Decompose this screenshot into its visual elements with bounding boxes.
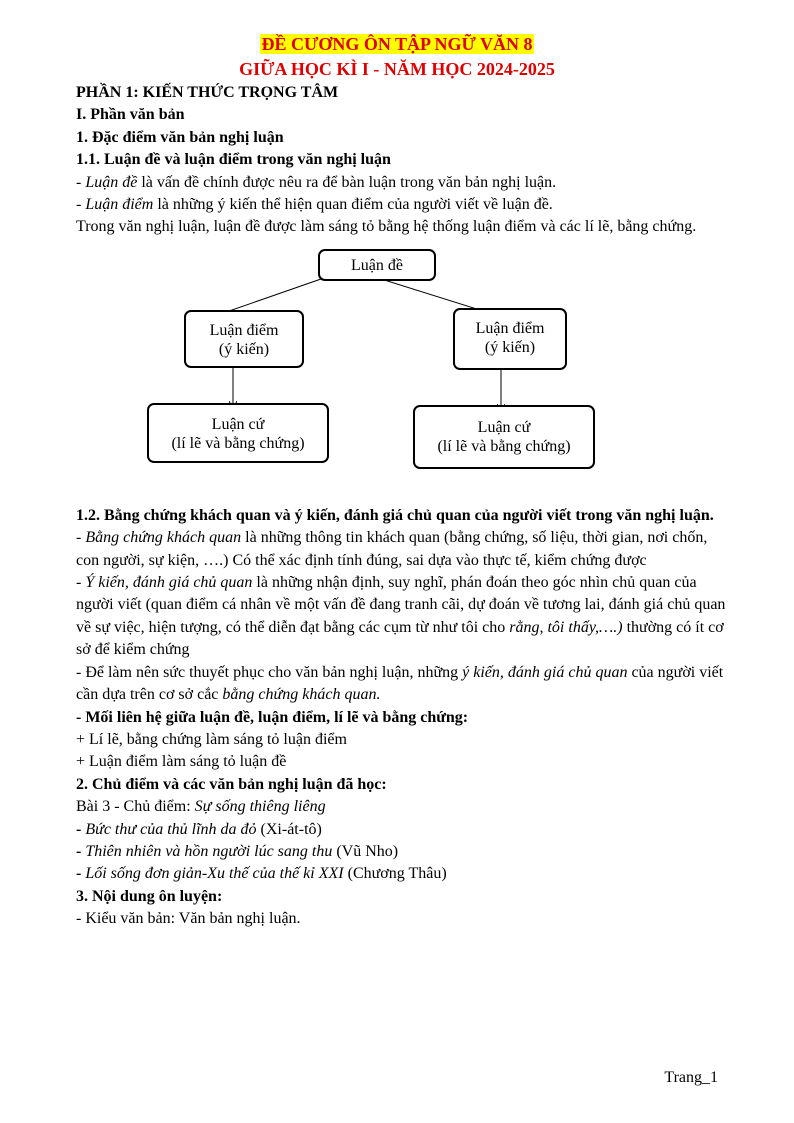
paragraph: - Luận điểm là những ý kiến thể hiện quan điểm của người viết về luận đề. bbox=[76, 196, 553, 214]
document-title: ĐỀ CƯƠNG ÔN TẬP NGỮ VĂN 8 bbox=[261, 34, 533, 54]
diagram-node-thesis: Luận đề bbox=[318, 249, 436, 281]
subsection-heading: 1.2. Bằng chứng khách quan và ý kiến, đánh giá chủ quan của người viết trong văn nghị luận. bbox=[76, 506, 714, 524]
document-subtitle: GIỮA HỌC KÌ I - NĂM HỌC 2024-2025 bbox=[239, 59, 555, 79]
document-body bbox=[76, 82, 726, 931]
paragraph: Trong văn nghị luận, luận đề được làm sáng tỏ bằng hệ thống luận điểm và các lí lẽ, bằng chứng. bbox=[76, 218, 697, 236]
lesson-line: Bài 3 - Chủ điểm: Sự sống thiêng liêng bbox=[76, 798, 326, 816]
diagram-node-evidence-right: Luận cứ (lí lẽ và bằng chứng) bbox=[413, 405, 595, 469]
subsection-heading: 1.1. Luận đề và luận điểm trong văn nghị luận bbox=[76, 151, 391, 169]
subsection-heading: 3. Nội dung ôn luyện: bbox=[76, 887, 223, 905]
section-heading: I. Phần văn bản bbox=[76, 106, 185, 124]
page-number: Trang_1 bbox=[664, 1069, 718, 1086]
diagram-node-point-right: Luận điểm (ý kiến) bbox=[453, 308, 567, 370]
paragraph: - Bằng chứng khách quan là những thông tin khách quan (bằng chứng, số liệu, thời gian, nơi chốn, con người, sự kiện, ….) Có thể xác định tính đúng, sai dựa vào thực tế, kiểm chứng được bbox=[76, 529, 708, 569]
subsection-heading: 1. Đặc điểm văn bản nghị luận bbox=[76, 128, 284, 146]
diagram-node-evidence-left: Luận cứ (lí lẽ và bằng chứng) bbox=[147, 403, 329, 463]
paragraph: - Kiểu văn bản: Văn bản nghị luận. bbox=[76, 910, 301, 928]
argument-diagram bbox=[76, 257, 726, 497]
paragraph: - Ý kiến, đánh giá chủ quan là những nhận định, suy nghĩ, phán đoán theo góc nhìn chủ quan của người viết (quan điểm cá nhân về một vấn đề đang tranh cãi, dự đoán về tương lai, đánh giá chủ quan về sự việc, hiện tượng, có thể diễn đạt bằng các cụm từ như tôi cho rằng, tôi thấy,….) thường có ít cơ sở để kiểm chứng bbox=[76, 574, 726, 659]
list-item: - Bức thư của thủ lĩnh da đỏ (Xi-át-tô) bbox=[76, 820, 322, 838]
part-heading: PHẦN 1: KIẾN THỨC TRỌNG TÂM bbox=[76, 84, 339, 101]
list-item: + Lí lẽ, bằng chứng làm sáng tỏ luận điểm bbox=[76, 730, 347, 748]
relation-heading: - Mối liên hệ giữa luận đề, luận điểm, lí lẽ và bằng chứng: bbox=[76, 708, 469, 726]
subsection-heading: 2. Chủ điểm và các văn bản nghị luận đã học: bbox=[76, 775, 387, 793]
paragraph: - Luận đề là vấn đề chính được nêu ra để bàn luận trong văn bản nghị luận. bbox=[76, 173, 557, 191]
diagram-node-point-left: Luận điểm (ý kiến) bbox=[184, 310, 304, 368]
list-item: - Lối sống đơn giản-Xu thế của thế kỉ XXI (Chương Thâu) bbox=[76, 865, 447, 883]
list-item: - Thiên nhiên và hồn người lúc sang thu (Vũ Nho) bbox=[76, 842, 399, 860]
list-item: + Luận điểm làm sáng tỏ luận đề bbox=[76, 753, 287, 771]
paragraph: - Để làm nên sức thuyết phục cho văn bản nghị luận, những ý kiến, đánh giá chủ quan của người viết cần dựa trên cơ sở cắc bằng chứng khách quan. bbox=[76, 663, 724, 704]
